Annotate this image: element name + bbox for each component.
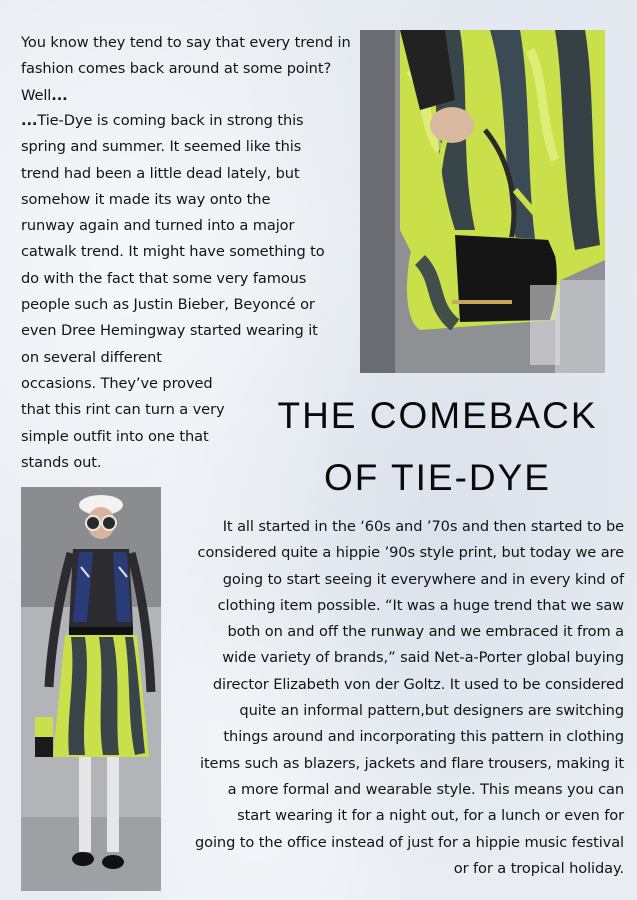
text-line: things around and incorporating this pattern in clothing [223, 728, 624, 746]
text-line: occasions. They’ve proved [21, 374, 213, 392]
bottom-photo-runway-model [21, 487, 161, 891]
body-paragraph-2 [160, 514, 624, 882]
text-line: wide variety of brands,” said Net-a-Porter global buying [222, 649, 624, 667]
text-line: even Dree Hemingway started wearing it [21, 322, 318, 340]
text-line: or for a tropical holiday. [453, 859, 624, 877]
text-line: It all started in the ‘60s and ’70s and then started to be [222, 518, 624, 535]
text-line: start wearing it for a night out, for a lunch or even for [237, 807, 624, 825]
text-line: people such as Justin Bieber, Beyoncé or [21, 296, 315, 314]
text-line: both on and off the runway and we embraced it from a [227, 623, 624, 641]
text-line: ...Tie-Dye is coming back in strong this [21, 112, 304, 129]
text-line: spring and summer. It seemed like this [21, 138, 302, 156]
top-photo-handbag [360, 30, 605, 373]
lead-ellipsis: ... [21, 112, 38, 129]
intro-paragraph [21, 30, 351, 109]
intro-ellipsis: ... [51, 86, 68, 104]
text-line: considered quite a hippie ’90s style print, but today we are [197, 544, 624, 562]
text-line: quite an informal pattern,but designers are switching [239, 702, 624, 720]
text-line: somehow it made its way onto the [21, 190, 271, 208]
intro-text: You know they tend to say that every trend in fashion comes back around at some point? Well [21, 34, 351, 104]
text-line: catwalk trend. It might have something to [21, 243, 325, 261]
article-title-line-1: THE COMEBACK [277, 395, 598, 436]
text-line: do with the fact that some very famous [21, 269, 307, 287]
article-title-line-2: OF TIE-DYE [324, 457, 551, 498]
text-line: director Elizabeth von der Goltz. It used to be considered [212, 675, 624, 693]
text-line: on several different [21, 348, 162, 366]
text-line: stands out. [21, 453, 102, 471]
handbag-photo-illustration [360, 30, 605, 373]
text-line: items such as blazers, jackets and flare trousers, making it [199, 754, 624, 772]
text-line: that this rint can turn a very [21, 401, 225, 419]
text-line: going to start seeing it everywhere and in every kind of [222, 570, 624, 588]
text-line: going to the office instead of just for a hippie music festival [194, 833, 624, 851]
text-line: simple outfit into one that [21, 427, 209, 445]
text-line: clothing item possible. “It was a huge trend that we saw [217, 596, 624, 614]
text-line: runway again and turned into a major [21, 217, 295, 235]
text-line: a more formal and wearable style. This means you can [227, 780, 624, 798]
text-line: trend had been a little dead lately, but [21, 164, 300, 182]
runway-model-illustration [21, 487, 161, 891]
